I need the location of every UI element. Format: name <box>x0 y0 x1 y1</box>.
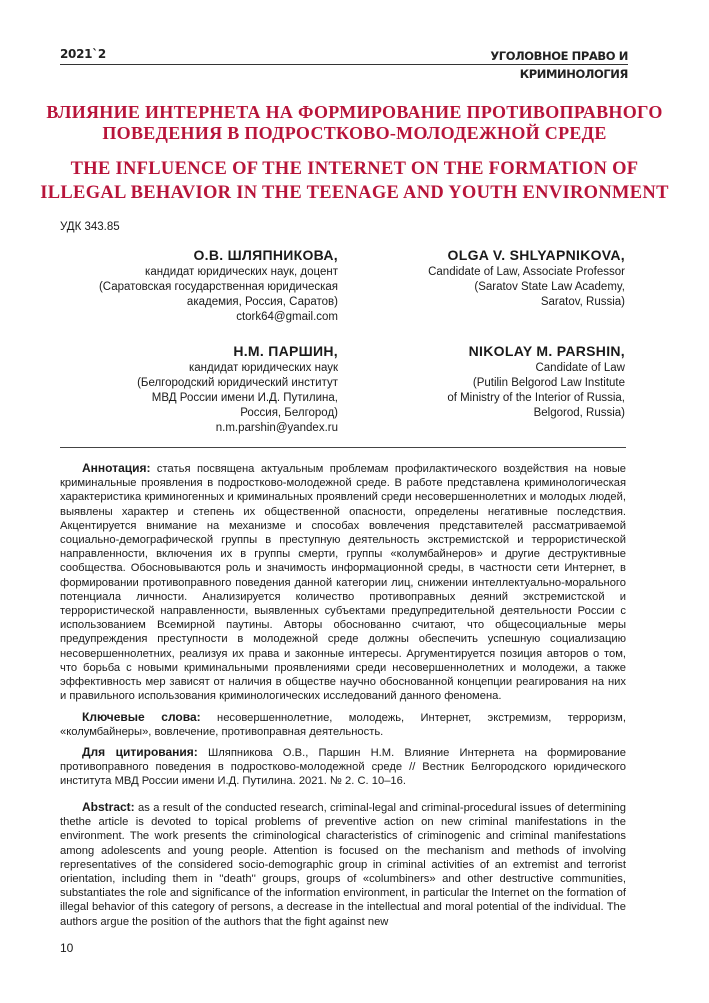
author-name: NIKOLAY M. PARSHIN, <box>468 343 625 359</box>
author-degree: Candidate of Law <box>535 362 625 374</box>
author-degree: кандидат юридических наук, доцент <box>145 266 338 278</box>
annotation-text: статья посвящена актуальным проблемам профилактического воздействия на новые криминальные проявления в подростково-молодежной среде. В работе представлена криминологическая характеристика криминогенных и криминальных проявлений среди несовершеннолетних и молодых людей, выявлены характер и степень их общественной опасности, определены негативные последствия. Акцентируется внимание на механизме и способах вовлечения представителей рассматриваемой социально-демографической группы в преступную деятельность экстремистской и террористической направленности, включения их в группы смерти, группы «колумбайнеров» и другие деструктивные сообщества. Обосновываются роль и значимость информационной среды, в частности сети Интернет, в формировании противоправного поведения данной категории лиц, снижении интеллектуально-морального потенциала личности. Анализируется количество противоправных деяний экстремистской и террористической направленности, выявленных субъектами предупредительной деятельности России с использованием Всемирной паутины. Авторы обоснованно считают, что общесоциальные меры предупреждения преступности в молодежной среде должны обеспечить успешную социализацию несовершеннолетних, реализуя их права и законные интересы. Аргументируется позиция авторов о том, что борьба с новыми криминальными проявлениями среди несовершеннолетних и молодежи, а также эффективность мер зависят от наличия в обществе научно обоснованной концепции реагирования на них и правильного использования криминологических исследований данного феномена. <box>60 463 626 703</box>
annotation-label: Аннотация: <box>82 461 151 475</box>
issue-number: 2021`2 <box>60 47 106 61</box>
citation-text: Шляпникова О.В., Паршин Н.М. Влияние Интернета на формирование противоправного поведения в подростково-молодежной среде // Вестник Белгородского юридического института МВД России имени И.Д. Путилина. 2021. № 2. С. 10–16. <box>60 747 626 788</box>
article-title-ru: ВЛИЯНИЕ ИНТЕРНЕТА НА ФОРМИРОВАНИЕ ПРОТИВОПРАВНОГО ПОВЕДЕНИЯ В ПОДРОСТКОВО-МОЛОДЕЖНОЙ СРЕДЕ <box>46 102 663 143</box>
author-affiliation: академия, Россия, Саратов) <box>186 296 338 308</box>
article-title-en: THE INFLUENCE OF THE INTERNET ON THE FORMATION OF ILLEGAL BEHAVIOR IN THE TEENAGE AND YOUTH ENVIRONMENT <box>40 159 669 203</box>
keywords-paragraph <box>60 710 626 739</box>
author-affiliation: (Саратовская государственная юридическая <box>98 281 338 293</box>
header-divider <box>60 64 628 65</box>
author-affiliation: of Ministry of the Interior of Russia, <box>447 392 625 404</box>
author-ru-2 <box>60 342 338 436</box>
author-name: OLGA V. SHLYAPNIKOVA, <box>447 247 625 263</box>
author-affiliation: Saratov, Russia) <box>540 296 625 308</box>
udc-code: УДК 343.85 <box>60 221 120 233</box>
abstract-label: Abstract: <box>82 800 135 814</box>
abstract-text: as a result of the conducted research, criminal-legal and criminal-procedural issues of determining thethe article is devoted to topical problems of preventive action on new criminal manifestations in the environment. The work presents the criminological characteristics of criminogenic and criminal manifestations among adolescents and young people. Attention is focused on the mechanism and methods of involving representatives of the considered socio-demographic group in criminal activities of an extremist and terrorist orientation, including them in ''death'' groups, groups of «columbiners» and other destructive communities, substantiates the role and significance of the information environment, in particular the Internet on the formation of illegal behavior of this category of persons, a decrease in the intellectual and moral potential of the individual. The authors argue the position of the authors that the fight against new <box>60 802 626 928</box>
author-affiliation: (Белгородский юридический институт <box>137 377 338 389</box>
citation-paragraph <box>60 745 626 789</box>
author-en-2 <box>370 342 625 421</box>
author-affiliation: (Saratov State Law Academy, <box>474 281 625 293</box>
author-affiliation: (Putilin Belgorod Law Institute <box>472 377 625 389</box>
page-number: 10 <box>60 941 74 955</box>
keywords-label: Ключевые слова: <box>82 710 201 724</box>
annotation-paragraph <box>60 461 626 703</box>
author-en-1 <box>370 246 625 310</box>
author-affiliation: МВД России имени И.Д. Путилина, <box>151 392 338 404</box>
keywords-text: несовершеннолетние, молодежь, Интернет, экстремизм, терроризм, «колумбайнеры», вовлечение, противоправная деятельность. <box>60 712 626 739</box>
journal-section-line-1: УГОЛОВНОЕ ПРАВО И <box>490 49 628 63</box>
author-degree: кандидат юридических наук <box>189 362 338 374</box>
author-ru-1 <box>60 246 338 325</box>
author-name: Н.М. ПАРШИН, <box>233 343 338 359</box>
author-name: О.В. ШЛЯПНИКОВА, <box>193 247 338 263</box>
journal-section <box>490 47 628 83</box>
author-affiliation: Россия, Белгород) <box>240 407 338 419</box>
journal-section-line-2: КРИМИНОЛОГИЯ <box>519 67 628 81</box>
author-email: ctork64@gmail.com <box>236 311 338 323</box>
author-affiliation: Belgorod, Russia) <box>533 407 625 419</box>
abstract-paragraph <box>60 800 626 929</box>
author-degree: Candidate of Law, Associate Professor <box>428 266 625 278</box>
authors-divider <box>60 447 626 448</box>
author-email: n.m.parshin@yandex.ru <box>215 422 338 434</box>
citation-label: Для цитирования: <box>82 745 198 759</box>
